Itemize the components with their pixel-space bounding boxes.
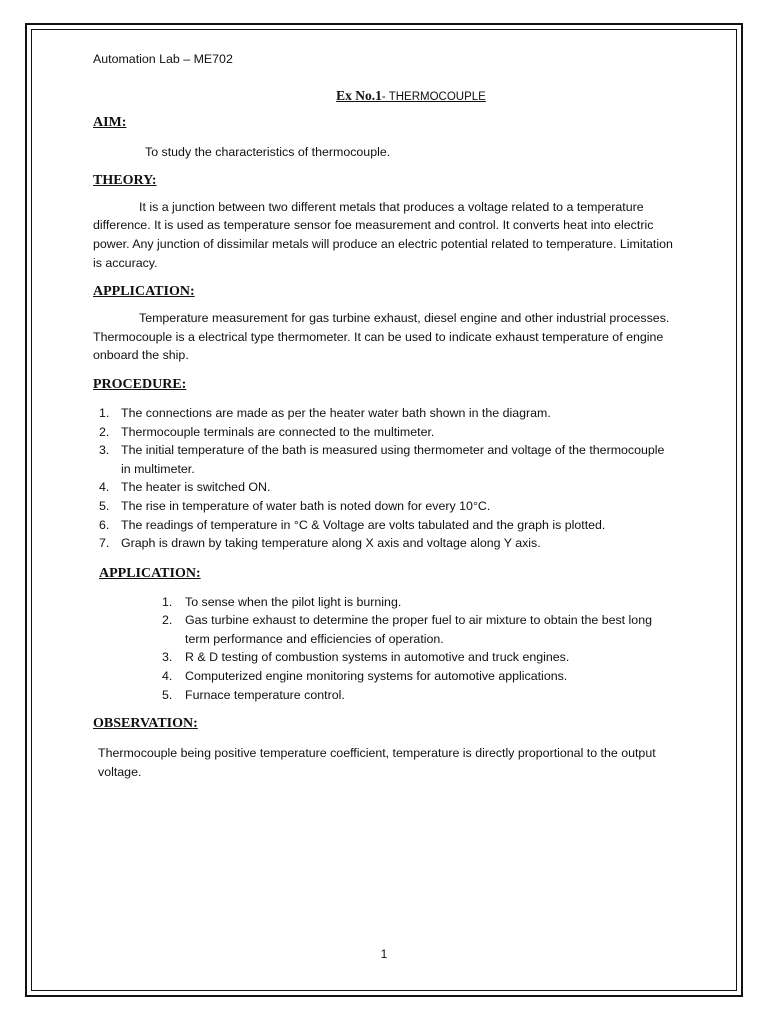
page-number: 1 xyxy=(380,947,388,961)
list-text: To sense when the pilot light is burning. xyxy=(185,594,402,609)
list-text: The heater is switched ON. xyxy=(121,480,271,495)
list-number: 6. xyxy=(99,517,110,532)
observation-text xyxy=(93,744,673,781)
list-item xyxy=(93,593,673,612)
list-text: Furnace temperature control. xyxy=(185,687,345,702)
aim-text: To study the characteristics of thermocouple. xyxy=(145,145,391,160)
list-text: The initial temperature of the bath is measured using thermometer and voltage of the thermocouple in multimeter. xyxy=(121,443,665,476)
list-item xyxy=(93,404,673,423)
theory-text xyxy=(93,198,673,272)
theory-text-content: It is a junction between two different metals that produces a voltage related to a temperature difference. It is used as temperature sensor foe measurement and control. It converts heat into electric power. Any junction of dissimilar metals will produce an electric potential related to temperature. Limitation is accuracy. xyxy=(93,199,673,270)
list-number: 4. xyxy=(99,480,110,495)
list-item xyxy=(93,648,673,667)
list-item xyxy=(93,686,673,705)
list-number: 2. xyxy=(162,613,173,628)
application-text-content: Temperature measurement for gas turbine exhaust, diesel engine and other industrial processes. Thermocouple is a electrical type thermometer. It can be used to indicate exhaust temperature of engine onboard the ship. xyxy=(93,311,670,363)
list-number: 3. xyxy=(162,650,173,665)
observation-heading: OBSERVATION: xyxy=(93,716,198,732)
list-text: Thermocouple terminals are connected to the multimeter. xyxy=(121,424,435,439)
exercise-number: Ex No.1 xyxy=(336,87,382,103)
list-number: 7. xyxy=(99,536,110,551)
list-text: The readings of temperature in °C & Voltage are volts tabulated and the graph is plotted. xyxy=(121,517,606,532)
list-item xyxy=(93,423,673,442)
list-text: Computerized engine monitoring systems for automotive applications. xyxy=(185,669,568,684)
list-text: R & D testing of combustion systems in automotive and truck engines. xyxy=(185,650,570,665)
document-body xyxy=(93,50,673,781)
observation-text-content: Thermocouple being positive temperature coefficient, temperature is directly proportional to the output voltage. xyxy=(98,746,656,779)
list-number: 4. xyxy=(162,669,173,684)
list-item xyxy=(93,516,673,535)
application-heading-2: APPLICATION: xyxy=(99,565,201,581)
application-heading: APPLICATION: xyxy=(93,284,195,300)
application-text xyxy=(93,309,673,365)
list-number: 1. xyxy=(162,594,173,609)
list-item xyxy=(93,441,673,478)
list-text: Graph is drawn by taking temperature along X axis and voltage along Y axis. xyxy=(121,536,541,551)
list-number: 3. xyxy=(99,443,110,458)
list-number: 2. xyxy=(99,424,110,439)
list-text: The connections are made as per the heater water bath shown in the diagram. xyxy=(121,405,551,420)
application-list xyxy=(93,593,673,705)
list-item xyxy=(93,497,673,516)
list-number: 5. xyxy=(99,498,110,513)
procedure-heading: PROCEDURE: xyxy=(93,376,187,392)
list-item xyxy=(93,611,673,648)
list-number: 5. xyxy=(162,687,173,702)
list-item xyxy=(93,534,673,553)
list-item xyxy=(93,478,673,497)
list-item xyxy=(93,667,673,686)
exercise-title xyxy=(93,87,673,107)
list-text: Gas turbine exhaust to determine the proper fuel to air mixture to obtain the best long term performance and efficiencies of operation. xyxy=(185,613,652,646)
list-number: 1. xyxy=(99,405,110,420)
exercise-name: - THERMOCOUPLE xyxy=(381,90,486,103)
list-text: The rise in temperature of water bath is noted down for every 10°C. xyxy=(121,498,491,513)
aim-heading: AIM: xyxy=(93,115,127,131)
procedure-list xyxy=(93,404,673,553)
page-header: Automation Lab – ME702 xyxy=(93,52,233,66)
theory-heading: THEORY: xyxy=(93,172,157,188)
